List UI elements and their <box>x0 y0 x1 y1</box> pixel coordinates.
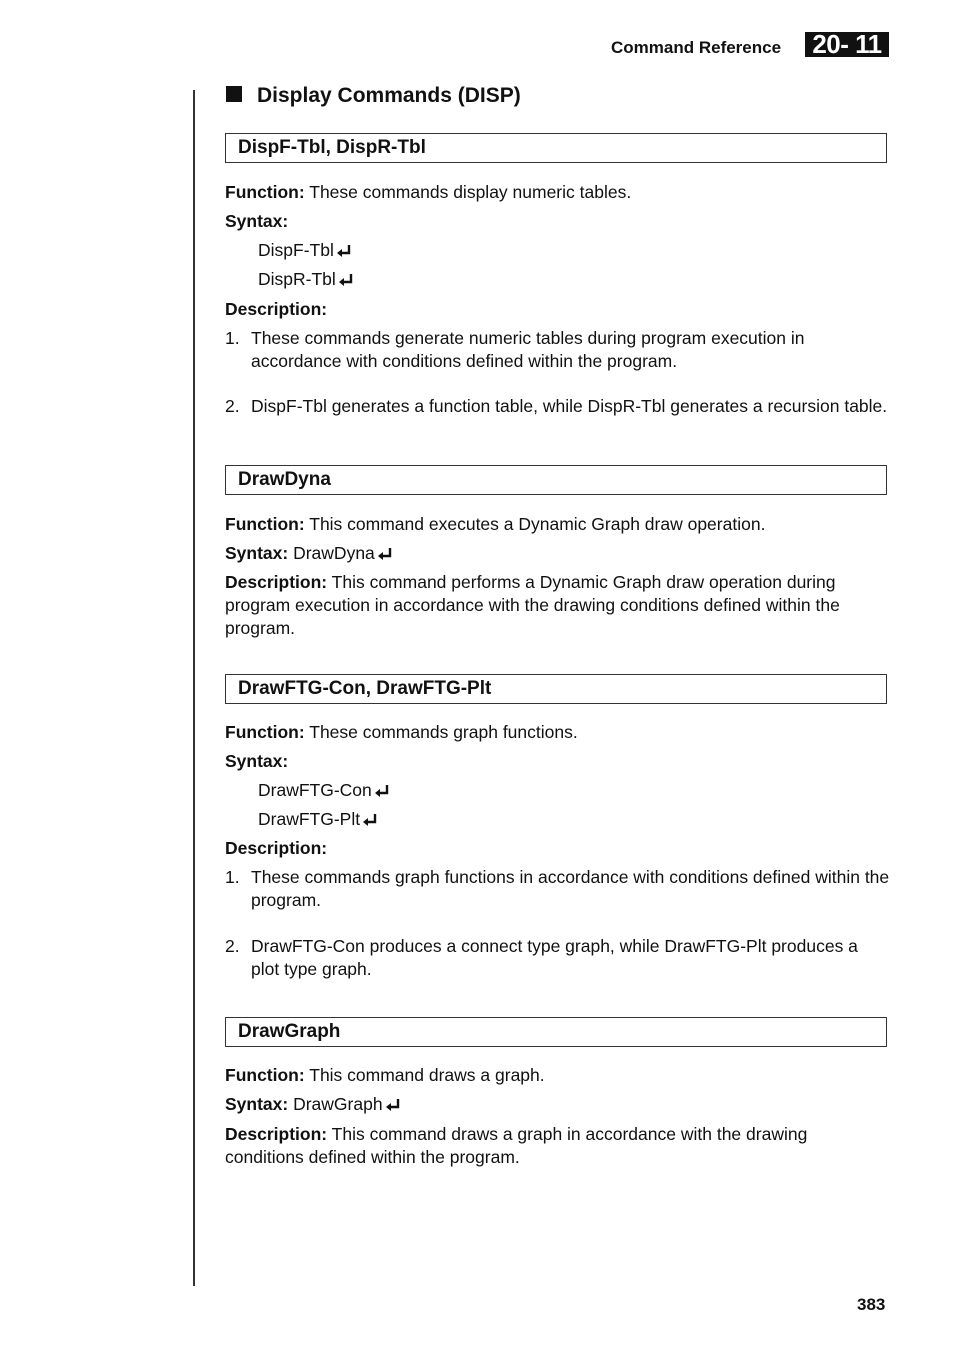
function-text: This command draws a graph. <box>309 1065 545 1085</box>
item-number: 1. <box>225 328 240 348</box>
enter-key-icon <box>338 271 354 292</box>
enter-key-icon <box>362 811 378 832</box>
syntax-text: DrawFTG-Con <box>258 780 372 800</box>
margin-rule <box>193 90 195 1286</box>
syntax-label: Syntax: <box>225 751 289 771</box>
function-label: Function: <box>225 1065 305 1085</box>
description-item <box>225 866 890 912</box>
syntax-line <box>258 240 352 263</box>
function-line <box>225 1065 545 1086</box>
description-item <box>225 395 890 418</box>
section-title: Display Commands (DISP) <box>257 84 521 107</box>
description-text: This command draws a graph in accordance with the drawing conditions defined within the program. <box>225 1124 808 1167</box>
description-item <box>225 327 890 373</box>
description-item <box>225 935 890 981</box>
item-text: These commands generate numeric tables during program execution in accordance with conditions defined within the program. <box>251 328 805 371</box>
item-number: 1. <box>225 867 240 887</box>
syntax-line <box>225 543 393 566</box>
page-number: 383 <box>857 1295 886 1314</box>
function-label: Function: <box>225 182 305 202</box>
syntax-line <box>258 780 390 803</box>
description-label: Description: <box>225 572 328 592</box>
section-square-icon <box>226 86 242 102</box>
function-line <box>225 182 631 203</box>
command-title-box: DrawDyna <box>225 465 887 495</box>
enter-key-icon <box>377 545 393 566</box>
command-title-box: DrawGraph <box>225 1017 887 1047</box>
command-title-box: DrawFTG-Con, DrawFTG-Plt <box>225 674 887 704</box>
function-line <box>225 722 578 743</box>
page-code-badge: 20- 11 <box>805 32 889 57</box>
function-line <box>225 514 765 535</box>
function-label: Function: <box>225 514 305 534</box>
description-label: Description: <box>225 299 328 319</box>
header-label: Command Reference <box>611 38 782 57</box>
description-label: Description: <box>225 1124 328 1144</box>
function-label: Function: <box>225 722 305 742</box>
enter-key-icon <box>385 1096 401 1117</box>
function-text: These commands display numeric tables. <box>309 182 632 202</box>
syntax-line <box>225 1094 401 1117</box>
syntax-text: DrawDyna <box>293 543 375 563</box>
syntax-label: Syntax: <box>225 211 289 231</box>
syntax-text: DrawGraph <box>293 1094 383 1114</box>
syntax-text: DispR-Tbl <box>258 269 336 289</box>
item-text: These commands graph functions in accordance with conditions defined within the program. <box>251 867 890 910</box>
item-text: DrawFTG-Con produces a connect type graph, while DrawFTG-Plt produces a plot type graph. <box>251 936 858 979</box>
description-label: Description: <box>225 838 328 858</box>
enter-key-icon <box>374 782 390 803</box>
description-text: This command performs a Dynamic Graph draw operation during program execution in accordance with the drawing conditions defined within the program. <box>225 572 840 638</box>
command-title-box: DispF-Tbl, DispR-Tbl <box>225 133 887 163</box>
section-heading <box>226 84 521 108</box>
function-text: These commands graph functions. <box>309 722 578 742</box>
syntax-text: DrawFTG-Plt <box>258 809 361 829</box>
syntax-label: Syntax: <box>225 1094 289 1114</box>
syntax-label: Syntax: <box>225 543 289 563</box>
syntax-line <box>258 269 354 292</box>
item-number: 2. <box>225 396 240 416</box>
item-number: 2. <box>225 936 240 956</box>
description-paragraph <box>225 1123 890 1169</box>
item-text: DispF-Tbl generates a function table, while DispR-Tbl generates a recursion table. <box>251 396 888 416</box>
syntax-text: DispF-Tbl <box>258 240 334 260</box>
function-text: This command executes a Dynamic Graph draw operation. <box>309 514 766 534</box>
enter-key-icon <box>336 242 352 263</box>
description-paragraph <box>225 571 890 640</box>
syntax-line <box>258 809 378 832</box>
